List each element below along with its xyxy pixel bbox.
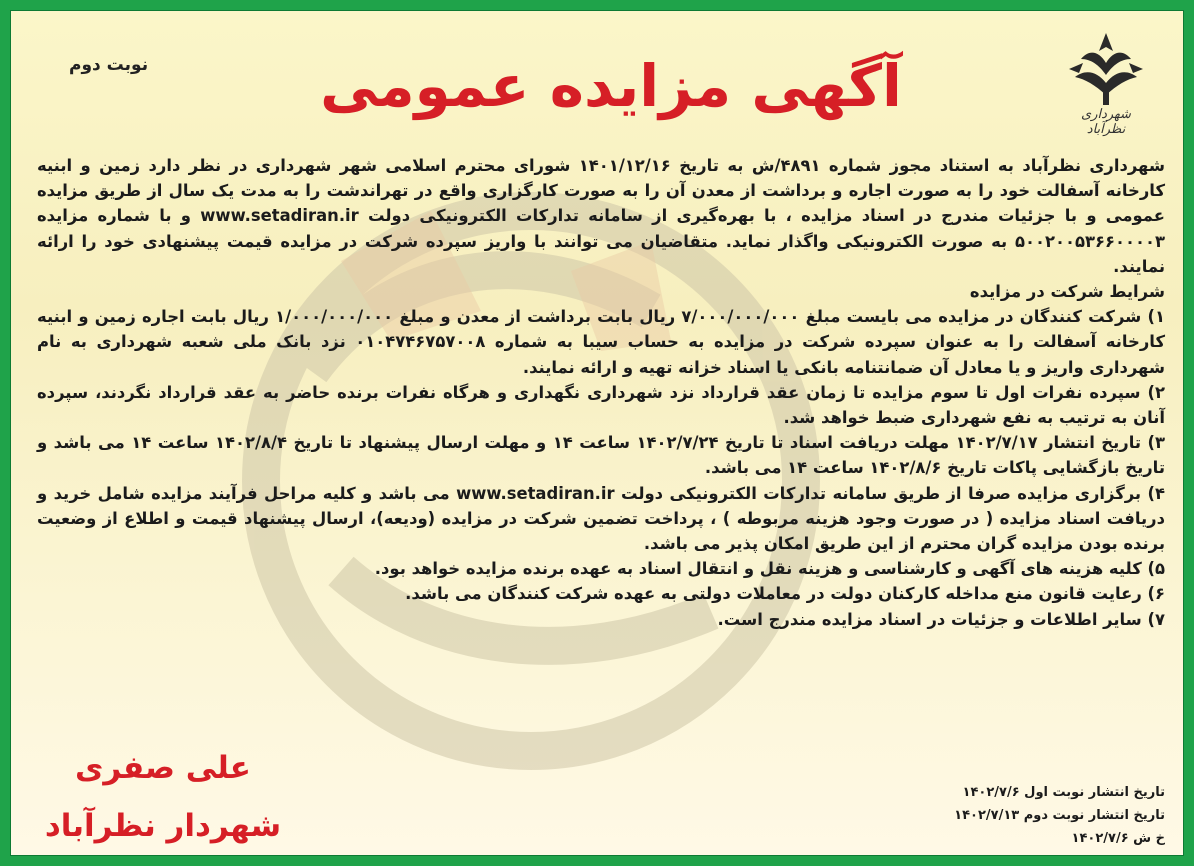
- first-publication-date: تاریخ انتشار نوبت اول ۱۴۰۲/۷/۶: [962, 785, 1165, 800]
- condition-item: ۱) شرکت کنندگان در مزایده می بایست مبلغ ۷/۰۰۰/۰۰۰/۰۰۰ ریال بابت برداشت از معدن و مبلغ ۱/۰۰۰/۰۰۰/۰۰۰ ریال بابت اجاره زمین و ابنیه کارخانه آسفالت را به عنوان سپرده شرکت در مزایده به حساب سیبا به شماره ۰۱۰۴۷۴۶۷۵۷۰۰۸ نزد بانک ملی شعبه شهرداری به نام شهرداری واریز و یا معادل آن ضمانتنامه بانکی یا اسناد خزانه تهیه و ارائه نمایند.: [37, 307, 1165, 377]
- publication-code: خ ش ۱۴۰۲/۷/۶: [1071, 831, 1165, 846]
- publication-dates: [954, 781, 1165, 850]
- condition-item: ۷) سایر اطلاعات و جزئیات در اسناد مزایده مندرج است.: [717, 609, 1165, 629]
- municipality-emblem-icon: [1061, 29, 1151, 109]
- notice-body: [37, 153, 1165, 632]
- intro-paragraph: شهرداری نظرآباد به استناد مجوز شماره ۴۸۹۱/ش به تاریخ ۱۴۰۱/۱۲/۱۶ شورای محترم اسلامی شهر شهرداری در نظر دارد زمین و ابنیه کارخانه آسفالت خود را به صورت اجاره و برداشت از معدن آن را به صورت کارگزاری واقع در تهراندشت را به مدت یک سال از طریق مزایده عمومی و با جزئیات مندرج در اسناد مزایده ، با بهره‌گیری از سامانه تدارکات الکترونیکی دولت www.setadiran.ir و با شماره مزایده ۵۰۰۲۰۰۵۳۶۶۰۰۰۰۳ به صورت الکترونیکی واگذار نماید. متقاضیان می توانند با واریز سپرده شرکت در مزایده قیمت پیشنهادی خود را ارائه نمایند.: [37, 156, 1165, 276]
- signatory-name: علی صفری: [75, 750, 251, 786]
- signatory-role: شهردار نظرآباد: [44, 808, 282, 844]
- condition-item: ۶) رعایت قانون منع مداخله کارکنان دولت در معاملات دولتی به عهده شرکت کنندگان می باشد.: [405, 584, 1165, 604]
- condition-item: ۲) سپرده نفرات اول تا سوم مزایده تا زمان عقد قرارداد نزد شهرداری نگهداری و هرگاه نفرات برنده حاضر به عقد قرارداد نگردند، سپرده آنان به ترتیب به نفع شهرداری ضبط خواهد شد.: [37, 382, 1165, 428]
- condition-item: ۵) کلیه هزینه های آگهی و کارشناسی و هزینه نقل و انتقال اسناد به عهده برنده مزایده خواهد بود.: [374, 559, 1165, 579]
- notice-frame: [10, 10, 1184, 856]
- page-title: آگهی مزایده عمومی: [320, 52, 902, 120]
- second-publication-date: تاریخ انتشار نوبت دوم ۱۴۰۲/۷/۱۳: [954, 808, 1165, 823]
- condition-item: ۳) تاریخ انتشار ۱۴۰۲/۷/۱۷ مهلت دریافت اسناد تا تاریخ ۱۴۰۲/۷/۲۴ ساعت ۱۴ و مهلت ارسال پیشنهاد تا تاریخ ۱۴۰۲/۸/۴ ساعت ۱۴ می باشد و تاریخ بازگشایی پاکات تاریخ ۱۴۰۲/۸/۶ ساعت ۱۴ می باشد.: [37, 433, 1165, 478]
- condition-item: ۴) برگزاری مزایده صرفا از طریق سامانه تدارکات الکترونیکی دولت www.setadiran.ir می باشد و کلیه مراحل فرآیند مزایده شامل خرید و دریافت اسناد مزایده ( در صورت وجود هزینه مربوطه ) ، پرداخت تضمین شرکت در مزایده (ودیعه)، ارسال پیشنهاد قیمت و اطلاع از وضعیت برنده بودن مزایده گران محترم از این طریق امکان پذیر می باشد.: [37, 483, 1165, 554]
- logo-caption: شهرداری نظرآباد: [1081, 107, 1131, 137]
- publication-round: نوبت دوم: [69, 55, 149, 75]
- signature-block: [33, 739, 293, 855]
- conditions-heading: شرایط شرکت در مزایده: [969, 282, 1165, 302]
